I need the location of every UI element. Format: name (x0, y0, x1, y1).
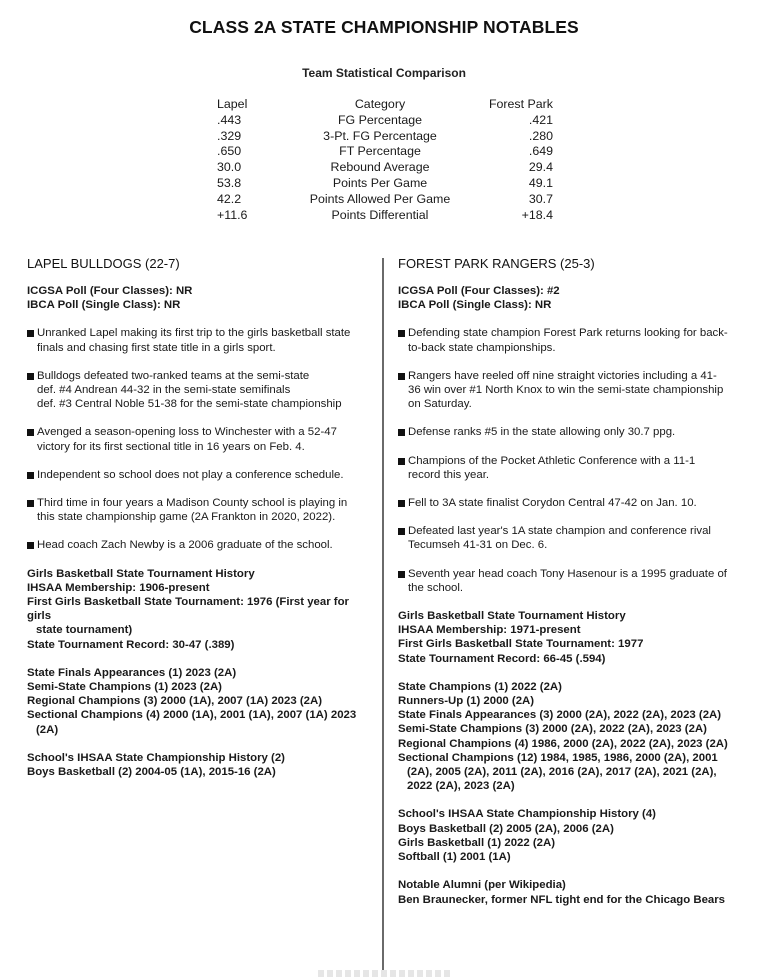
category-label: Rebound Average (330, 160, 430, 175)
square-bullet-icon (27, 542, 34, 549)
achievement-line-cont: 2022 (2A), 2023 (2A) (407, 780, 515, 793)
square-bullet-icon (27, 472, 34, 479)
alumni-item: Ben Braunecker, former NFL tight end for the Chicago Bears (398, 893, 726, 906)
category-label: FG Percentage (337, 112, 423, 127)
achievement-line: Semi-State Champions (3) 2000 (2A), 2022 (2A), 2023 (2A) (398, 723, 707, 736)
forest-park-team-heading: FOREST PARK RANGERS (25-3) (398, 256, 595, 271)
forest-park-tournament-history (398, 609, 748, 666)
list-item (27, 468, 372, 482)
list-item (398, 454, 748, 482)
bullet-text: Bulldogs defeated two-ranked teams at the semi-state (37, 369, 310, 382)
forest-park-value: .421 (528, 112, 553, 127)
history-heading: Girls Basketball State Tournament History (27, 567, 255, 580)
bullet-text: Third time in four years a Madison County school is playing in (37, 497, 348, 510)
school-history-item: Girls Basketball (1) 2022 (2A) (398, 836, 556, 849)
history-record: State Tournament Record: 30-47 (.389) (27, 638, 235, 651)
lapel-value: .650 (217, 144, 242, 159)
square-bullet-icon (398, 458, 405, 465)
achievement-line: Sectional Champions (4) 2000 (1A), 2001 (1A), 2007 (1A) 2023 (27, 709, 357, 722)
history-first-tournament: First Girls Basketball State Tournament: 1977 (398, 638, 644, 651)
forest-park-school-history (398, 807, 748, 864)
list-item (27, 496, 372, 524)
table-row (217, 192, 553, 208)
stats-comparison-table (217, 97, 553, 223)
page-title: CLASS 2A STATE CHAMPIONSHIP NOTABLES (189, 17, 579, 37)
square-bullet-icon (398, 429, 405, 436)
lapel-tournament-history (27, 567, 372, 652)
square-bullet-icon (398, 571, 405, 578)
faint-footer-text (318, 970, 450, 977)
lapel-achievements (27, 666, 372, 737)
lapel-value: 53.8 (217, 175, 242, 190)
achievement-line: State Finals Appearances (3) 2000 (2A), 2022 (2A), 2023 (2A) (398, 709, 722, 722)
poll-line: IBCA Poll (Single Class): NR (27, 299, 181, 312)
achievement-line: Runners-Up (1) 2000 (2A) (398, 695, 535, 708)
forest-park-value: 49.1 (528, 175, 553, 190)
lapel-school-history (27, 751, 372, 779)
bullet-text: Seventh year head coach Tony Hasenour is a 1995 graduate of (408, 567, 727, 580)
lapel-column (27, 256, 372, 793)
poll-line: ICGSA Poll (Four Classes): NR (27, 285, 193, 297)
bullet-text: def. #3 Central Noble 51-38 for the semi-state championship (37, 398, 342, 411)
square-bullet-icon (398, 330, 405, 337)
table-row (217, 176, 553, 192)
history-first-tournament: First Girls Basketball State Tournament: 1976 (First year for girls (27, 596, 349, 623)
lapel-value: .329 (217, 128, 242, 143)
table-row (217, 208, 553, 224)
achievement-line: Regional Champions (3) 2000 (1A), 2007 (1A) 2023 (2A) (27, 695, 322, 708)
square-bullet-icon (27, 373, 34, 380)
bullet-text: the school. (408, 581, 464, 594)
history-membership: IHSAA Membership: 1906-present (27, 581, 210, 594)
category-label: Points Allowed Per Game (309, 191, 451, 206)
square-bullet-icon (27, 500, 34, 507)
school-history-item: Boys Basketball (2) 2004-05 (1A), 2015-16 (2A) (27, 766, 276, 779)
lapel-polls (27, 284, 372, 312)
forest-park-value: .280 (528, 128, 553, 143)
bullet-text: Unranked Lapel making its first trip to the girls basketball state (37, 327, 351, 340)
bullet-text: this state championship game (2A Frankton in 2020, 2022). (37, 511, 336, 524)
bullet-text: Independent so school does not play a conference schedule. (37, 468, 344, 481)
bullet-text: Defending state champion Forest Park returns looking for back- (408, 327, 728, 340)
bullet-text: Fell to 3A state finalist Corydon Central 47-42 on Jan. 10. (408, 497, 697, 510)
school-history-heading: School's IHSAA State Championship History (4) (398, 808, 656, 821)
forest-park-value: 30.7 (528, 191, 553, 206)
square-bullet-icon (27, 429, 34, 436)
list-item (27, 538, 372, 552)
bullet-text: Head coach Zach Newby is a 2006 graduate of the school. (37, 539, 333, 552)
forest-park-polls (398, 284, 748, 312)
list-item (27, 326, 372, 354)
list-item (398, 567, 748, 595)
table-row (217, 113, 553, 129)
table-row (217, 144, 553, 160)
forest-park-column (398, 256, 748, 921)
category-label: Points Per Game (332, 175, 428, 190)
category-label: 3-Pt. FG Percentage (323, 128, 437, 143)
achievement-line-cont: (2A) (36, 723, 59, 736)
bullet-text: Avenged a season-opening loss to Winchester with a 52-47 (37, 426, 337, 439)
table-header-row (217, 97, 553, 113)
lapel-value: 30.0 (217, 160, 242, 175)
bullet-text: def. #4 Andrean 44-32 in the semi-state semifinals (37, 384, 291, 397)
lapel-value: 42.2 (217, 191, 242, 206)
list-item (27, 369, 372, 412)
forest-park-achievements (398, 680, 748, 794)
poll-line: ICGSA Poll (Four Classes): #2 (398, 285, 560, 297)
bullet-text: to-back state championships. (408, 341, 556, 354)
table-row (217, 129, 553, 145)
bullet-text: Tecumseh 41-31 on Dec. 6. (408, 539, 548, 552)
square-bullet-icon (398, 500, 405, 507)
achievement-line: Sectional Champions (12) 1984, 1985, 1986, 2000 (2A), 2001 (398, 751, 718, 764)
achievement-line: Semi-State Champions (1) 2023 (2A) (27, 681, 222, 694)
lapel-value: +11.6 (217, 207, 248, 222)
bullet-text: finals and chasing first state title in a girls sport. (37, 341, 276, 354)
lapel-team-heading: LAPEL BULLDOGS (22-7) (27, 256, 180, 271)
lapel-value: .443 (217, 112, 242, 127)
history-first-tournament-cont: state tournament) (36, 624, 133, 637)
bullet-text: victory for its first sectional title in 16 years on Feb. 4. (37, 440, 305, 453)
list-item (398, 496, 748, 510)
forest-park-value: 29.4 (528, 160, 553, 175)
history-record: State Tournament Record: 66-45 (.594) (398, 652, 606, 665)
bullet-text: Defense ranks #5 in the state allowing only 30.7 ppg. (408, 426, 676, 439)
forest-park-value: .649 (528, 144, 553, 159)
square-bullet-icon (398, 528, 405, 535)
school-history-heading: School's IHSAA State Championship History (2) (27, 751, 285, 764)
category-label: Points Differential (331, 207, 429, 222)
school-history-item: Softball (1) 2001 (1A) (398, 851, 511, 864)
col-header-lapel: Lapel (217, 97, 248, 111)
list-item (398, 326, 748, 354)
category-label: FT Percentage (339, 144, 421, 159)
history-membership: IHSAA Membership: 1971-present (398, 624, 581, 637)
comparison-heading: Team Statistical Comparison (302, 66, 466, 80)
list-item (398, 369, 748, 412)
square-bullet-icon (27, 330, 34, 337)
bullet-text: Champions of the Pocket Athletic Conference with a 11-1 (408, 454, 696, 467)
achievement-line: Regional Champions (4) 1986, 2000 (2A), 2022 (2A), 2023 (2A) (398, 737, 728, 750)
table-row (217, 160, 553, 176)
column-divider (382, 258, 384, 971)
achievement-line: State Champions (1) 2022 (2A) (398, 680, 562, 693)
achievement-line-cont: (2A), 2005 (2A), 2011 (2A), 2016 (2A), 2017 (2A), 2021 (2A), (407, 766, 717, 779)
school-history-item: Boys Basketball (2) 2005 (2A), 2006 (2A) (398, 822, 614, 835)
forest-park-notable-alumni (398, 878, 748, 906)
col-header-forest-park: Forest Park (488, 97, 553, 111)
achievement-line: State Finals Appearances (1) 2023 (2A) (27, 666, 237, 679)
list-item (398, 524, 748, 552)
alumni-heading: Notable Alumni (per Wikipedia) (398, 879, 566, 892)
square-bullet-icon (398, 373, 405, 380)
list-item (27, 425, 372, 453)
bullet-text: record this year. (408, 468, 490, 481)
list-item (398, 425, 748, 439)
bullet-text: Rangers have reeled off nine straight victories including a 41- (408, 369, 717, 382)
bullet-text: 36 win over #1 North Knox to win the semi-state championship (408, 384, 724, 397)
history-heading: Girls Basketball State Tournament History (398, 610, 626, 623)
poll-line: IBCA Poll (Single Class): NR (398, 299, 552, 312)
bullet-text: on Saturday. (408, 398, 472, 411)
bullet-text: Defeated last year's 1A state champion and conference rival (408, 525, 711, 538)
col-header-category: Category (354, 97, 406, 111)
forest-park-value: +18.4 (521, 207, 553, 222)
